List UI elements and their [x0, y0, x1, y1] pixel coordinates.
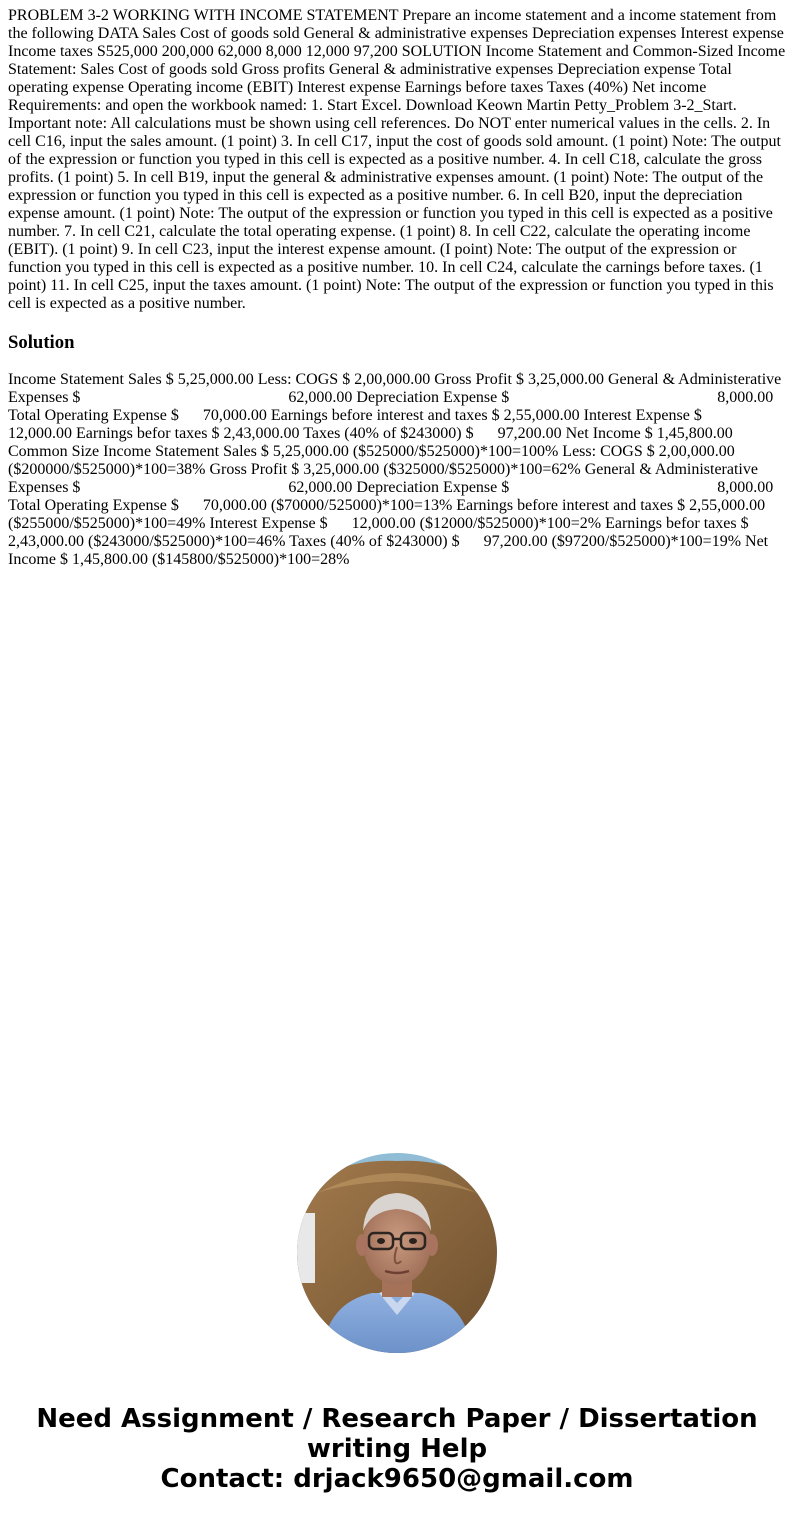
- banner-contact-email: Contact: drjack9650@gmail.com: [160, 1464, 634, 1494]
- author-photo: [297, 1153, 497, 1353]
- problem-statement: PROBLEM 3-2 WORKING WITH INCOME STATEMENT Prepare an income statement and a income statement from the following DATA Sales Cost of goods sold General & administrative expenses Depreciation expenses Interest expense Income taxes S525,000 200,000 62,000 8,000 12,000 97,200 SOLUTION Income Statement and Common-Sized Income Statement: Sales Cost of goods sold Gross profits General & administrative expenses Depreciation expense Total operating expense Operating income (EBIT) Interest expense Earnings before taxes Taxes (40%) Net income Requirements: and open the workbook named: 1. Start Excel. Download Keown Martin Petty_Problem 3-2_Start. Important note: All calculations must be shown using cell references. Do NOT enter numerical values in the cells. 2. In cell C16, input the sales amount. (1 point) 3. In cell C17, input the cost of goods sold amount. (1 point) Note: The output of the expression or function you typed in this cell is expected as a positive number. 4. In cell C18, calculate the gross profits. (1 point) 5. In cell B19, input the general & administrative expenses amount. (1 point) Note: The output of the expression or function you typed in this cell is expected as a positive number. 6. In cell B20, input the depreciation expense amount. (1 point) Note: The output of the expression or function you typed in this cell is expected as a positive number. 7. In cell C21, calculate the total operating expense. (1 point) 8. In cell C22, calculate the operating income (EBIT). (1 point) 9. In cell C23, input the interest expense amount. (I point) Note: The output of the expression or function you typed in this cell is expected as a positive number. 10. In cell C24, calculate the carnings before taxes. (1 point) 11. In cell C25, input the taxes amount. (1 point) Note: The output of the expression or function you typed in this cell is expected as a positive number.: [8, 7, 786, 312]
- document-body: [8, 7, 786, 569]
- solution-heading: Solution: [8, 332, 75, 353]
- solution-text: Income Statement Sales $ 5,25,000.00 Less: COGS $ 2,00,000.00 Gross Profit $ 3,25,000.00 General & Administerative Expenses $ 62,000.00 Depreciation Expense $ 8,000.00 Total Operating Expense $ 70,000.00 Earnings before interest and taxes $ 2,55,000.00 Interest Expense $ 12,000.00 Earnings befor taxes $ 2,43,000.00 Taxes (40% of $243000) $ 97,200.00 Net Income $ 1,45,800.00 Common Size Income Statement Sales $ 5,25,000.00 ($525000/$525000)*100=100% Less: COGS $ 2,00,000.00 ($200000/$525000)*100=38% Gross Profit $ 3,25,000.00 ($325000/$525000)*100=62% General & Administerative Expenses $ 62,000.00 Depreciation Expense $ 8,000.00 Total Operating Expense $ 70,000.00 ($70000/525000)*100=13% Earnings before interest and taxes $ 2,55,000.00 ($255000/$525000)*100=49% Interest Expense $ 12,000.00 ($12000/$525000)*100=2% Earnings befor taxes $ 2,43,000.00 ($243000/$525000)*100=46% Taxes (40% of $243000) $ 97,200.00 ($97200/$525000)*100=19% Net Income $ 1,45,800.00 ($145800/$525000)*100=28%: [8, 371, 786, 568]
- contact-banner: [0, 1404, 794, 1494]
- banner-line-1: Need Assignment / Research Paper / Dissertation: [36, 1404, 758, 1434]
- banner-line-2: writing Help: [306, 1434, 488, 1464]
